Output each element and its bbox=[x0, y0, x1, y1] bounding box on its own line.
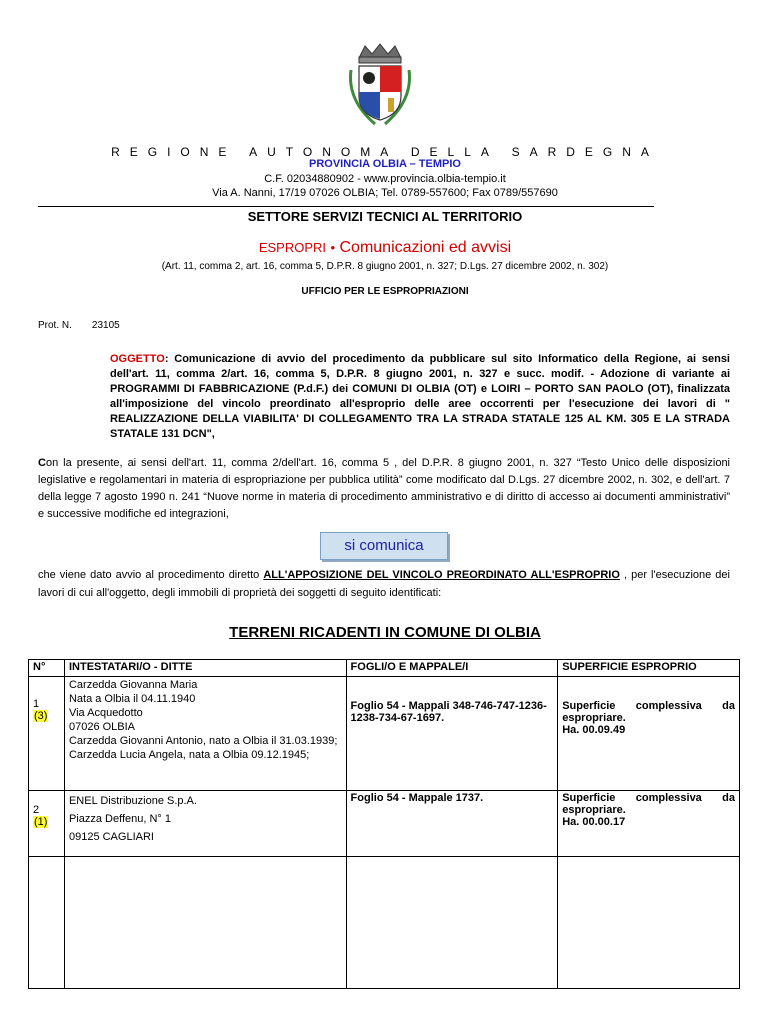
row-note-badge: (1) bbox=[34, 816, 48, 828]
header-divider bbox=[38, 206, 654, 207]
ditte-line: 07026 OLBIA bbox=[68, 721, 136, 733]
superficie-cell bbox=[558, 791, 740, 857]
provincia-crest bbox=[345, 40, 415, 130]
espropri-title: Comunicazioni ed avvisi bbox=[339, 239, 512, 256]
oggetto-paragraph bbox=[110, 352, 730, 442]
ditte-line: Via Acquedotto bbox=[68, 707, 143, 719]
cf-website-line: C.F. 02034880902 - www.provincia.olbia-tempio.it bbox=[264, 173, 506, 185]
empty-cell bbox=[558, 857, 740, 989]
intro-initial: C bbox=[38, 457, 46, 469]
intro-paragraph bbox=[38, 455, 730, 523]
row-number-cell bbox=[29, 677, 65, 791]
table-header-row bbox=[29, 660, 740, 677]
legal-references: (Art. 11, comma 2, art. 16, comma 5, D.P.R. 8 giugno 2001, n. 327; D.Lgs. 27 dicembre 2002, n. 302) bbox=[161, 261, 609, 272]
intro-text: on la presente, ai sensi dell'art. 11, comma 2/dell'art. 16, comma 5 , del D.P.R. 8 giugno 2001, n. 327 “Testo Unico delle disposizioni legislative e regolamentari in materia di espropriazione per pubblica utilità” come modificato dal D.Lgs. 27 dicembre 2002, n. 302, e dell'art. 7 della legge 7 agosto 1990 n. 241 “Nuove norme in materia di procedimento amministrativo e di diritto di accesso ai documenti amministrativi” e successive modifiche ed integrazioni, bbox=[38, 457, 730, 520]
settore-title: SETTORE SERVIZI TECNICI AL TERRITORIO bbox=[247, 209, 523, 224]
header-superficie: SUPERFICIE ESPROPRIO bbox=[558, 660, 740, 677]
protocol-value: 23105 bbox=[91, 320, 120, 331]
avvio-underlined: ALL'APPOSIZIONE DEL VINCOLO PREORDINATO ALL'ESPROPRIO bbox=[263, 569, 620, 581]
empty-cell bbox=[64, 857, 346, 989]
table-row bbox=[29, 791, 740, 857]
table-row bbox=[29, 677, 740, 791]
ditte-line: ENEL Distribuzione S.p.A. bbox=[68, 795, 197, 807]
address-line: Via A. Nanni, 17/19 07026 OLBIA; Tel. 0789-557600; Fax 0789/557690 bbox=[212, 187, 558, 199]
oggetto-label: OGGETTO bbox=[110, 353, 165, 365]
oggetto-text: : Comunicazione di avvio del procedimento da pubblicare sul sito Informatico della Regione, ai sensi dell'art. 11, comma 2/art. 16, comma 5, D.P.R. 8 giugno 2001, n. 327 e succ. modif. - Adozione di variante ai PROGRAMMI DI FABBRICAZIONE (P.d.F.) dei COMUNI DI OLBIA (OT) e LOIRI – PORTO SAN PAOLO (OT), finalizzata all'imposizione del vincolo preordinato all'esproprio delle aree occorrenti per l'esecuzione dei lavori di " REALIZZAZIONE DELLA VIABILITA' DI COLLEGAMENTO TRA LA STRADA STATALE 125 AL KM. 305 E LA STRADA STATALE 131 DCN", bbox=[110, 353, 730, 440]
ditte-line: Nata a Olbia il 04.11.1940 bbox=[68, 693, 196, 705]
espropri-label: ESPROPRI bbox=[258, 240, 327, 255]
superficie-text: Superficie complessiva da espropriare. bbox=[562, 792, 735, 816]
table-title: TERRENI RICADENTI IN COMUNE DI OLBIA bbox=[229, 624, 541, 641]
avvio-pre: che viene dato avvio al procedimento diretto bbox=[38, 569, 264, 581]
foglio-cell bbox=[346, 677, 558, 791]
superficie-cell bbox=[558, 677, 740, 791]
protocol-number bbox=[38, 320, 120, 331]
foglio-cell bbox=[346, 791, 558, 857]
superficie-value: Ha. 00.00.17 bbox=[562, 816, 626, 828]
region-name: REGIONE AUTONOMA DELLA SARDEGNA bbox=[111, 145, 659, 159]
ditte-line: Carzedda Lucia Angela, nata a Olbia 09.12.1945; bbox=[68, 749, 310, 761]
avvio-paragraph bbox=[38, 566, 730, 602]
si-comunica-banner: si comunica bbox=[320, 532, 448, 560]
row-number: 2 bbox=[33, 804, 40, 816]
ditte-cell bbox=[64, 677, 346, 791]
header-n: N° bbox=[29, 660, 65, 677]
crown-icon bbox=[359, 44, 401, 63]
row-note-badge: (3) bbox=[34, 710, 48, 722]
table-row-empty bbox=[29, 857, 740, 989]
empty-cell bbox=[346, 857, 558, 989]
foglio-text: Foglio 54 - Mappali 348-746-747-1236-1238-734-67-1697. bbox=[350, 700, 547, 724]
avvio-post: , per l'esecuzione dei lavori di cui all'oggetto, degli immobili di proprietà dei soggetti di seguito identificati: bbox=[38, 569, 730, 599]
province-name: PROVINCIA OLBIA – TEMPIO bbox=[309, 158, 461, 170]
ditte-cell bbox=[64, 791, 346, 857]
superficie-text: Superficie complessiva da espropriare. bbox=[562, 700, 735, 724]
ditte-line: 09125 CAGLIARI bbox=[68, 831, 154, 843]
row-number-cell bbox=[29, 791, 65, 857]
terreni-table bbox=[28, 659, 740, 989]
shield-icon bbox=[359, 66, 401, 120]
ditte-line: Piazza Deffenu, N° 1 bbox=[68, 813, 171, 825]
ditte-line: Carzedda Giovanni Antonio, nato a Olbia il 31.03.1939; bbox=[68, 735, 338, 747]
ditte-line: Carzedda Giovanna Maria bbox=[68, 679, 198, 691]
foglio-text: Foglio 54 - Mappale 1737. bbox=[350, 792, 484, 804]
protocol-label: Prot. N. bbox=[38, 320, 72, 331]
espropri-heading bbox=[0, 239, 770, 257]
row-number: 1 bbox=[33, 698, 40, 710]
empty-cell bbox=[29, 857, 65, 989]
ufficio-title: UFFICIO PER LE ESPROPRIAZIONI bbox=[301, 286, 469, 297]
espropri-separator: • bbox=[330, 240, 336, 255]
superficie-value: Ha. 00.09.49 bbox=[562, 724, 626, 736]
header-ditte: INTESTATARI/O - DITTE bbox=[64, 660, 346, 677]
header-fogli: FOGLI/O E MAPPALE/I bbox=[346, 660, 558, 677]
